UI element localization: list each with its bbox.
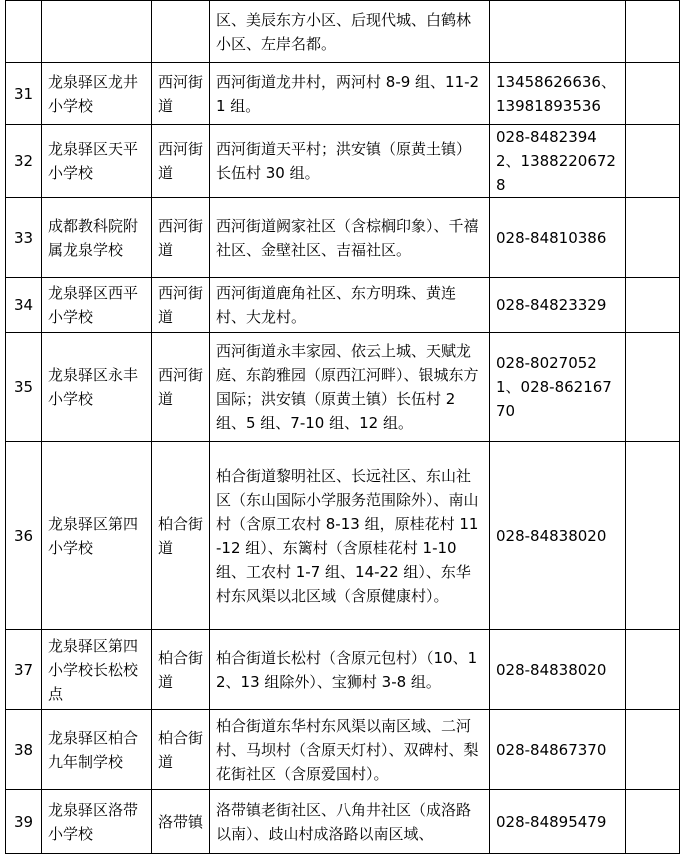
- table-row: [6, 278, 680, 333]
- row-number: 35: [6, 333, 42, 442]
- street-name: 西河街道: [152, 278, 210, 333]
- contact-phone: 028-84823942、13882206728: [490, 125, 626, 198]
- remarks-cell: [626, 790, 680, 854]
- contact-phone: 028-84895479: [490, 790, 626, 854]
- street-name: 西河街道: [152, 63, 210, 125]
- school-name: 成都教科院附属龙泉学校: [42, 198, 152, 278]
- street-name: 柏合街道: [152, 442, 210, 630]
- table-row: [6, 790, 680, 854]
- service-area: 柏合街道东华村东风渠以南区域、二河村、马坝村（含原天灯村）、双碑村、梨花街社区（含原爱国村）。: [210, 710, 490, 790]
- service-area: 区、美辰东方小区、后现代城、白鹤林小区、左岸名都。: [210, 1, 490, 63]
- remarks-cell: [626, 125, 680, 198]
- row-number: 39: [6, 790, 42, 854]
- school-name: 龙泉驿区第四小学校长松校点: [42, 630, 152, 710]
- street-name: 柏合街道: [152, 630, 210, 710]
- school-name: [42, 1, 152, 63]
- service-area: 柏合街道黎明社区、长远社区、东山社区（东山国际小学服务范围除外）、南山村（含原工农村 8-13 组，原桂花村 11-12 组）、东篱村（含原桂花村 1-10 组、工农村 1-7 组、14-22 组）、东华村东风渠以北区域（含原健康村）。: [210, 442, 490, 630]
- table-row: [6, 333, 680, 442]
- remarks-cell: [626, 198, 680, 278]
- row-number: 31: [6, 63, 42, 125]
- contact-phone: 028-80270521、028-86216770: [490, 333, 626, 442]
- remarks-cell: [626, 1, 680, 63]
- remarks-cell: [626, 333, 680, 442]
- contact-phone: 028-84867370: [490, 710, 626, 790]
- service-area: 柏合街道长松村（含原元包村）（10、12、13 组除外）、宝狮村 3-8 组。: [210, 630, 490, 710]
- service-area: 西河街道龙井村，两河村 8-9 组、11-21 组。: [210, 63, 490, 125]
- service-area: 西河街道永丰家园、依云上城、天赋龙庭、东韵雅园（原西江河畔）、银城东方国际；洪安镇（原黄土镇）长伍村 2 组、5 组、7-10 组、12 组。: [210, 333, 490, 442]
- school-name: 龙泉驿区天平小学校: [42, 125, 152, 198]
- contact-phone: 028-84823329: [490, 278, 626, 333]
- contact-phone: 028-84838020: [490, 630, 626, 710]
- street-name: 柏合街道: [152, 710, 210, 790]
- school-name: 龙泉驿区第四小学校: [42, 442, 152, 630]
- contact-phone: 13458626636、13981893536: [490, 63, 626, 125]
- street-name: 洛带镇: [152, 790, 210, 854]
- row-number: 36: [6, 442, 42, 630]
- table-row: [6, 1, 680, 63]
- remarks-cell: [626, 442, 680, 630]
- school-name: 龙泉驿区永丰小学校: [42, 333, 152, 442]
- school-name: 龙泉驿区西平小学校: [42, 278, 152, 333]
- table-row: [6, 442, 680, 630]
- school-name: 龙泉驿区洛带小学校: [42, 790, 152, 854]
- service-area: 西河街道天平村；洪安镇（原黄土镇）长伍村 30 组。: [210, 125, 490, 198]
- remarks-cell: [626, 630, 680, 710]
- table-row: [6, 63, 680, 125]
- row-number: [6, 1, 42, 63]
- table-row: [6, 710, 680, 790]
- service-area: 西河街道阙家社区（含棕榈印象）、千禧社区、金壁社区、吉福社区。: [210, 198, 490, 278]
- row-number: 33: [6, 198, 42, 278]
- row-number: 32: [6, 125, 42, 198]
- remarks-cell: [626, 710, 680, 790]
- row-number: 37: [6, 630, 42, 710]
- school-name: 龙泉驿区柏合九年制学校: [42, 710, 152, 790]
- contact-phone: 028-84810386: [490, 198, 626, 278]
- row-number: 34: [6, 278, 42, 333]
- row-number: 38: [6, 710, 42, 790]
- service-area: 洛带镇老街社区、八角井社区（成洛路以南）、歧山村成洛路以南区域、: [210, 790, 490, 854]
- service-area: 西河街道鹿角社区、东方明珠、黄连村、大龙村。: [210, 278, 490, 333]
- remarks-cell: [626, 278, 680, 333]
- street-name: [152, 1, 210, 63]
- street-name: 西河街道: [152, 333, 210, 442]
- street-name: 西河街道: [152, 125, 210, 198]
- contact-phone: [490, 1, 626, 63]
- table-row: [6, 125, 680, 198]
- table-row: [6, 198, 680, 278]
- contact-phone: 028-84838020: [490, 442, 626, 630]
- remarks-cell: [626, 63, 680, 125]
- enrollment-zone-table: [5, 0, 680, 854]
- school-name: 龙泉驿区龙井小学校: [42, 63, 152, 125]
- table-row: [6, 630, 680, 710]
- street-name: 西河街道: [152, 198, 210, 278]
